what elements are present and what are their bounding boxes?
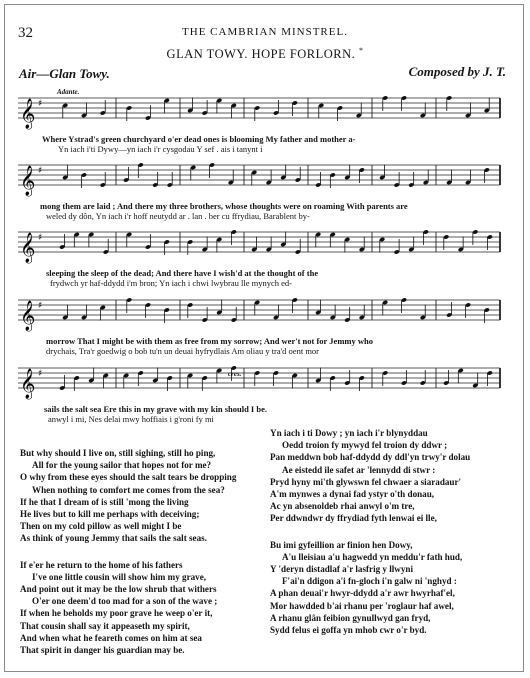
verse-line: Then on my cold pillow as well might I be — [20, 521, 182, 532]
lyrics-english: morrow That I might be with them as free from my sorrow; And wer't not for Jemmy who — [46, 336, 373, 346]
verse-line: If he that I dream of is still 'mong the living — [20, 496, 189, 507]
composer-credit: Composed by J. T. — [408, 64, 506, 79]
page-number: 32 — [18, 25, 33, 41]
verse-line: He lives but to kill me perhaps with deceiving; — [20, 509, 200, 520]
verse-line: Mor hawdded b'ai rhanu per 'roglaur haf awel, — [270, 600, 454, 611]
lyrics-english: mong them are laid ; And there my three brothers, whose thoughts were on roaming With parents are — [40, 201, 408, 211]
verse-line: That spirit in danger his guardian may be. — [20, 645, 185, 656]
stanza-gap — [20, 545, 236, 559]
verse-line: Oedd troion fy mywyd fel troion dy ddwr ; — [282, 440, 448, 451]
treble-clef-icon: 𝄞 — [20, 166, 36, 196]
verse-line: A'm mynwes a dynai fad ystyr o'th donau, — [270, 489, 435, 500]
song-title-mark: * — [358, 46, 364, 55]
verse-line: Pan meddwn bob haf-ddydd dy ddl'yn trwy'r dolau — [270, 452, 471, 463]
lyrics-welsh: frydwch yr haf-ddydd i'm bron; Yn iach i chwi lwybrau lle mynych ed- — [50, 278, 292, 288]
verse-line: That cousin shall say it appeaseth my spirit, — [20, 620, 190, 631]
treble-clef-icon: 𝄞 — [20, 233, 36, 263]
verse-line: Y 'deryn distadlaf a'r lasfrig y llwyni — [270, 564, 413, 575]
song-title — [0, 46, 530, 62]
verse-line: F'ai'n ddigon a'i fn-gloch i'n galw ni 'nghyd : — [282, 576, 457, 587]
song-title-text: GLAN TOWY. HOPE FORLORN. — [166, 47, 356, 62]
verse-line: O'er one deem'd too mad for a son of the wave ; — [32, 596, 218, 607]
stanza-gap — [270, 525, 470, 539]
lyrics-welsh: weled dy dôn, Yn iach i'r hoff neutydd ar . lan . ber cu ffrydiau, Barablent by- — [46, 211, 310, 221]
lyrics-english: sleeping the sleep of the dead; And there have I wish'd at the thought of the — [46, 268, 319, 278]
verse-line: But why should I live on, still sighing, still ho ping, — [20, 448, 216, 458]
verse-line: Ae eistedd ile safet ar 'lennydd di stwr : — [282, 464, 436, 475]
running-title: THE CAMBRIAN MINSTREL. — [182, 26, 348, 38]
music-staff-1 — [0, 94, 530, 128]
verse-line: A'u lleisiau a'u hagwedd yn meddu'r fath hud, — [282, 551, 463, 562]
treble-clef-icon: 𝄞 — [20, 369, 36, 399]
verse-line: Bu imi gyfeillion ar finion hen Dowy, — [270, 539, 413, 550]
lyrics-welsh: Yn iach i'ti Dywy—yn iach i'r cysgodau Y sef . ais i tanynt i — [58, 144, 263, 154]
verse-line: If when he beholds my poor grave he weep o'er it, — [20, 608, 213, 619]
music-staff-2 — [0, 161, 530, 195]
verse-line: When nothing to comfort me comes from the sea? — [32, 484, 225, 495]
verse-line: O why from these eyes should the salt tears be dropping — [20, 472, 237, 483]
music-staff-4 — [0, 296, 530, 330]
key-signature-sharp-icon: ♯ — [38, 166, 43, 176]
dynamic-marking: cres. — [228, 370, 242, 378]
air-label: Air—Glan Towy. — [19, 66, 110, 81]
key-signature-sharp-icon: ♯ — [38, 233, 43, 243]
key-signature-sharp-icon: ♯ — [38, 369, 43, 379]
verse-line: I've one little cousin will show him my grave, — [32, 571, 207, 582]
lyrics-welsh: anwyl i mi, Nes delai mwy hoffiais i g'roni fy mi — [48, 414, 214, 424]
verse-line: All for the young sailor that hopes not for me? — [32, 460, 212, 471]
verse-line: Pryd hyny mi'th glywswn fel chwaer a siaradaur' — [270, 476, 462, 487]
verse-line: As think of young Jemmy that sails the salt seas. — [20, 533, 207, 544]
verse-line: Sydd felus ei goffa yn mhob cwr o'r byd. — [270, 625, 427, 636]
key-signature-sharp-icon: ♯ — [38, 301, 43, 311]
treble-clef-icon: 𝄞 — [20, 301, 36, 331]
treble-clef-icon: 𝄞 — [20, 99, 36, 129]
verse-line: Yn iach i ti Dowy ; yn iach i'r blynyddau — [270, 428, 428, 438]
lyrics-welsh: drychais, Tra'r goedwig o bob tu'n un deuai hyfrydlais Am oliau y tra'd oent mor — [46, 346, 320, 356]
lyrics-english: sails the salt sea Ere this in my grave with my kin should I be. — [44, 404, 267, 414]
verse-line: And when what he feareth comes on him at sea — [20, 632, 202, 643]
verses-welsh-column — [270, 427, 470, 636]
verse-line: Per ddwndwr dy ffrydiad fyth lenwai ei lle, — [270, 513, 437, 524]
lyrics-english: Where Ystrad's green churchyard o'er dead ones is blooming My father and mother a- — [42, 134, 356, 144]
verse-line: A rhanu glân feibion gynullwyd gan fryd, — [270, 612, 431, 623]
verse-line: Ac yn absenoldeb rhai anwyl o'm tre, — [270, 501, 415, 512]
key-signature-sharp-icon: ♯ — [38, 99, 43, 109]
music-staff-3 — [0, 228, 530, 262]
verses-english-column — [20, 447, 236, 656]
verse-line: And point out it may be the low shrub that withers — [20, 584, 217, 595]
verse-line: A phan deuai'r hwyr-ddydd a'r awr hwyrhaf'el, — [270, 588, 455, 599]
verse-line: If e'er he return to the home of his fathers — [20, 559, 183, 570]
tempo-marking: Adante. — [57, 88, 80, 96]
music-staff-5 — [0, 364, 530, 398]
